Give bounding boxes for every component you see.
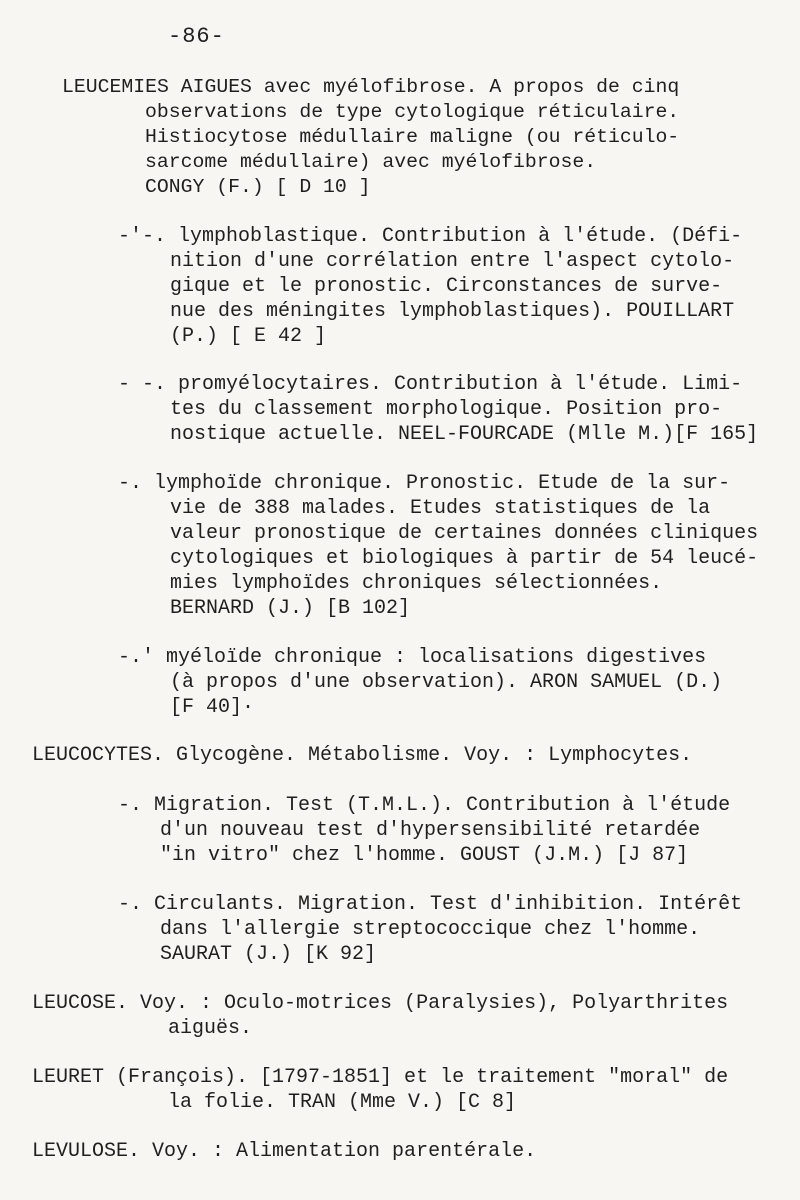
entry-line: LEUCEMIES AIGUES avec myélofibrose. A propos de cinq (62, 76, 680, 98)
entry-line: LEUCOSE. Voy. : Oculo-motrices (Paralysies), Polyarthrites (32, 992, 729, 1015)
entry-line: tes du classement morphologique. Position pro- (170, 398, 723, 421)
entry-line: la folie. TRAN (Mme V.) [C 8] (168, 1091, 517, 1114)
entry-line: LEUCOCYTES. Glycogène. Métabolisme. Voy. : Lymphocytes. (32, 744, 693, 767)
entry-line: -. lymphoïde chronique. Pronostic. Etude de la sur- (118, 472, 731, 495)
page-number: -86- (168, 24, 225, 49)
entry-line: nue des méningites lymphoblastiques). POUILLART (170, 300, 735, 323)
entry-line: LEURET (François). [1797-1851] et le traitement "moral" de (32, 1066, 729, 1089)
entry-line: -. Migration. Test (T.M.L.). Contribution à l'étude (118, 794, 731, 817)
entry-line: -. Circulants. Migration. Test d'inhibition. Intérêt (118, 893, 743, 916)
entry-line: - -. promyélocytaires. Contribution à l'étude. Limi- (118, 373, 743, 396)
entry-line: sarcome médullaire) avec myélofibrose. (145, 151, 597, 173)
entry-line: Histiocytose médullaire maligne (ou réticulo- (145, 126, 680, 148)
entry-line: BERNARD (J.) [B 102] (170, 597, 411, 620)
entry-line: vie de 388 malades. Etudes statistiques de la (170, 497, 711, 520)
entry-line: mies lymphoïdes chroniques sélectionnées. (170, 572, 663, 595)
entry-line: -.' myéloïde chronique : localisations digestives (118, 646, 707, 669)
entry-line: d'un nouveau test d'hypersensibilité retardée (160, 819, 701, 842)
entry-line: -'-. lymphoblastique. Contribution à l'étude. (Défi- (118, 225, 743, 248)
entry-line: nostique actuelle. NEEL-FOURCADE (Mlle M.)[F 165] (170, 423, 759, 446)
entry-line: aiguës. (168, 1017, 253, 1040)
entry-line: cytologiques et biologiques à partir de 54 leucé- (170, 547, 759, 570)
entry-line: dans l'allergie streptococcique chez l'homme. (160, 918, 701, 941)
entry-line: nition d'une corrélation entre l'aspect cytolo- (170, 250, 735, 273)
entry-line: SAURAT (J.) [K 92] (160, 943, 377, 966)
entry-line: "in vitro" chez l'homme. GOUST (J.M.) [J 87] (160, 844, 689, 867)
entry-line: LEVULOSE. Voy. : Alimentation parentérale. (32, 1140, 537, 1163)
entry-line: valeur pronostique de certaines données cliniques (170, 522, 759, 545)
entry-line: (P.) [ E 42 ] (170, 325, 327, 348)
entry-line: CONGY (F.) [ D 10 ] (145, 176, 371, 198)
entry-line: [F 40]· (170, 696, 255, 719)
entry-line: observations de type cytologique réticulaire. (145, 101, 680, 123)
entry-line: gique et le pronostic. Circonstances de surve- (170, 275, 723, 298)
entry-line: (à propos d'une observation). ARON SAMUEL (D.) (170, 671, 723, 694)
